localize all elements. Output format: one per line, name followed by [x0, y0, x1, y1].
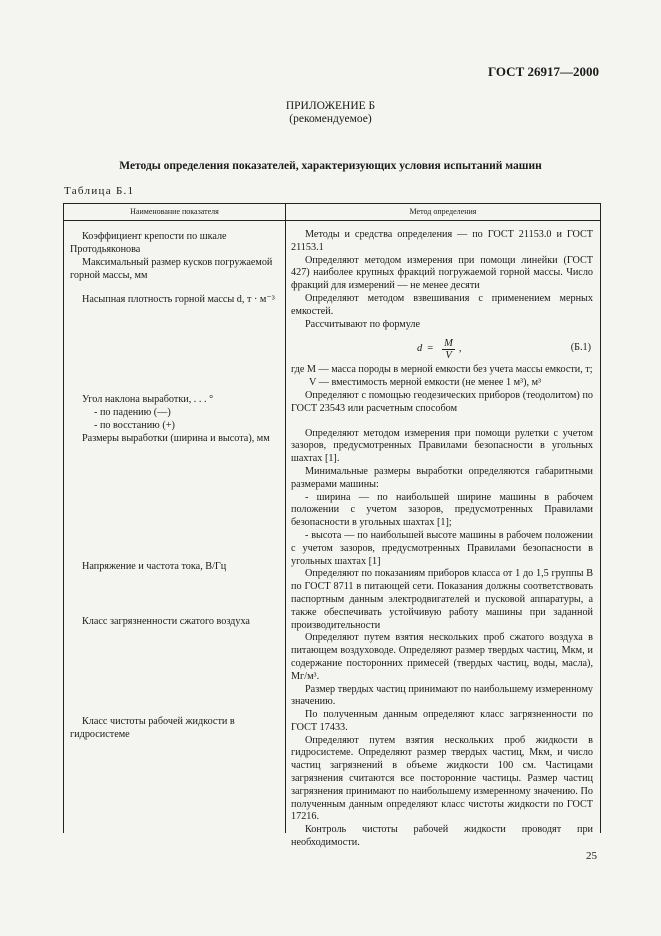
method-text: Определяют методом взвешивания с применением мерных емкостей.: [291, 292, 593, 317]
method-column: [291, 229, 593, 850]
method-text: где M — масса породы в мерной емкости без учета массы емкости, т;: [291, 364, 593, 376]
formula-equals: =: [427, 343, 434, 355]
column-header-indicator: Наименование показателя: [130, 207, 219, 216]
method-text: Минимальные размеры выработки определяются габаритными размерами машины:: [291, 465, 593, 490]
formula-fraction: [442, 338, 455, 361]
method-text: - ширина — по наибольшей ширине машины в рабочем положении с учетом зазоров, предусмотренных Правилами безопасности в угольных шахтах [1];: [291, 491, 593, 529]
indicator-row: Максимальный размер кусков погружаемой горной массы, мм: [70, 257, 273, 281]
formula-numerator: M: [444, 338, 453, 350]
method-text: Определяют методом измерения при помощи линейки (ГОСТ 427) наиболее крупных фракций погружаемой горной массы. Число фракций для измерений — не менее десяти: [291, 254, 593, 292]
table-header: [64, 204, 600, 221]
formula-denominator: V: [445, 350, 452, 362]
standard-code: ГОСТ 26917—2000: [487, 64, 599, 79]
formula-b1: [291, 334, 593, 362]
column-header-method: Метод определения: [409, 207, 477, 216]
appendix-heading: [0, 100, 661, 126]
indicator-row: Класс чистоты рабочей жидкости в гидросистеме: [70, 716, 235, 740]
method-text: Размер твердых частиц принимают по наибольшему измеренному значению.: [291, 683, 593, 708]
method-text: По полученным данным определяют класс загрязненности по ГОСТ 17433.: [291, 709, 593, 733]
table-label: Таблица Б.1: [64, 185, 135, 197]
indicator-row: Размеры выработки (ширина и высота), мм: [82, 433, 270, 444]
method-text: Определяют путем взятия нескольких проб жидкости в гидросистеме. Определяют размер твердых частиц, Мкм, и число частиц загрязнений в объеме жидкости 100 см. Частицами загрязнения считаются все посторонние частицы. Размер частиц загрязнения принимают по наибольшему измеренному значению. По полученным данным определяют класс чистоты жидкости по ГОСТ 17216.: [291, 734, 593, 823]
formula-lhs: d: [417, 343, 423, 355]
method-text: Определяют путем взятия нескольких проб сжатого воздуха в питающем воздуховоде. Определяют размер твердых частиц, Мкм, и содержание посторонних примесей (твердых частиц, воды, масла), Мг/м³.: [291, 632, 593, 682]
method-text: Методы и средства определения — по ГОСТ 21153.0 и ГОСТ 21153.1: [291, 229, 593, 253]
method-text: Определяют с помощью геодезических приборов (теодолитом) по ГОСТ 23543 или расчетным способом: [291, 389, 593, 414]
method-text: V — вместимость мерной емкости (не менее 1 м³), м³: [309, 377, 542, 389]
appendix-title: ПРИЛОЖЕНИЕ Б: [285, 100, 376, 112]
method-text: - высота — по наибольшей высоте машины в рабочем положении с учетом зазоров, предусмотренных Правилами безопасности в угольных шахтах [1]: [291, 529, 593, 567]
indicator-row: Насыпная плотность горной массы d, т · м⁻³: [82, 294, 275, 305]
section-title: Методы определения показателей, характеризующих условия испытаний машин: [119, 160, 542, 172]
method-text: Определяют по показаниям приборов класса от 1 до 1,5 группы В по ГОСТ 8711 в питающей сети. Показания должны соответствовать паспортным данным электродвигателей и пусковой аппаратуры, а также обеспечивать устойчивую работу машины при заданной производительности: [291, 568, 593, 631]
page-number: 25: [586, 850, 597, 862]
methods-table: [63, 203, 601, 849]
formula-comma: ,: [458, 343, 462, 355]
indicator-row: Напряжение и частота тока, В/Гц: [82, 561, 227, 572]
column-divider: [285, 204, 286, 833]
method-text: Контроль чистоты рабочей жидкости проводят при необходимости.: [291, 824, 593, 849]
indicator-row: Угол наклона выработки, . . . ° - по падению (—) - по восстанию (+): [82, 394, 214, 431]
indicator-row: Коэффициент крепости по шкале Протодьяконова: [70, 231, 227, 255]
appendix-subtitle: (рекомендуемое): [289, 113, 372, 125]
method-text: Рассчитывают по формуле: [305, 318, 420, 330]
method-text: Определяют методом измерения при помощи рулетки с учетом зазоров, предусмотренных Правилами безопасности в угольных шахтах [1].: [291, 427, 593, 465]
indicator-row: Класс загрязненности сжатого воздуха: [82, 616, 250, 627]
formula-number: (Б.1): [570, 342, 591, 354]
